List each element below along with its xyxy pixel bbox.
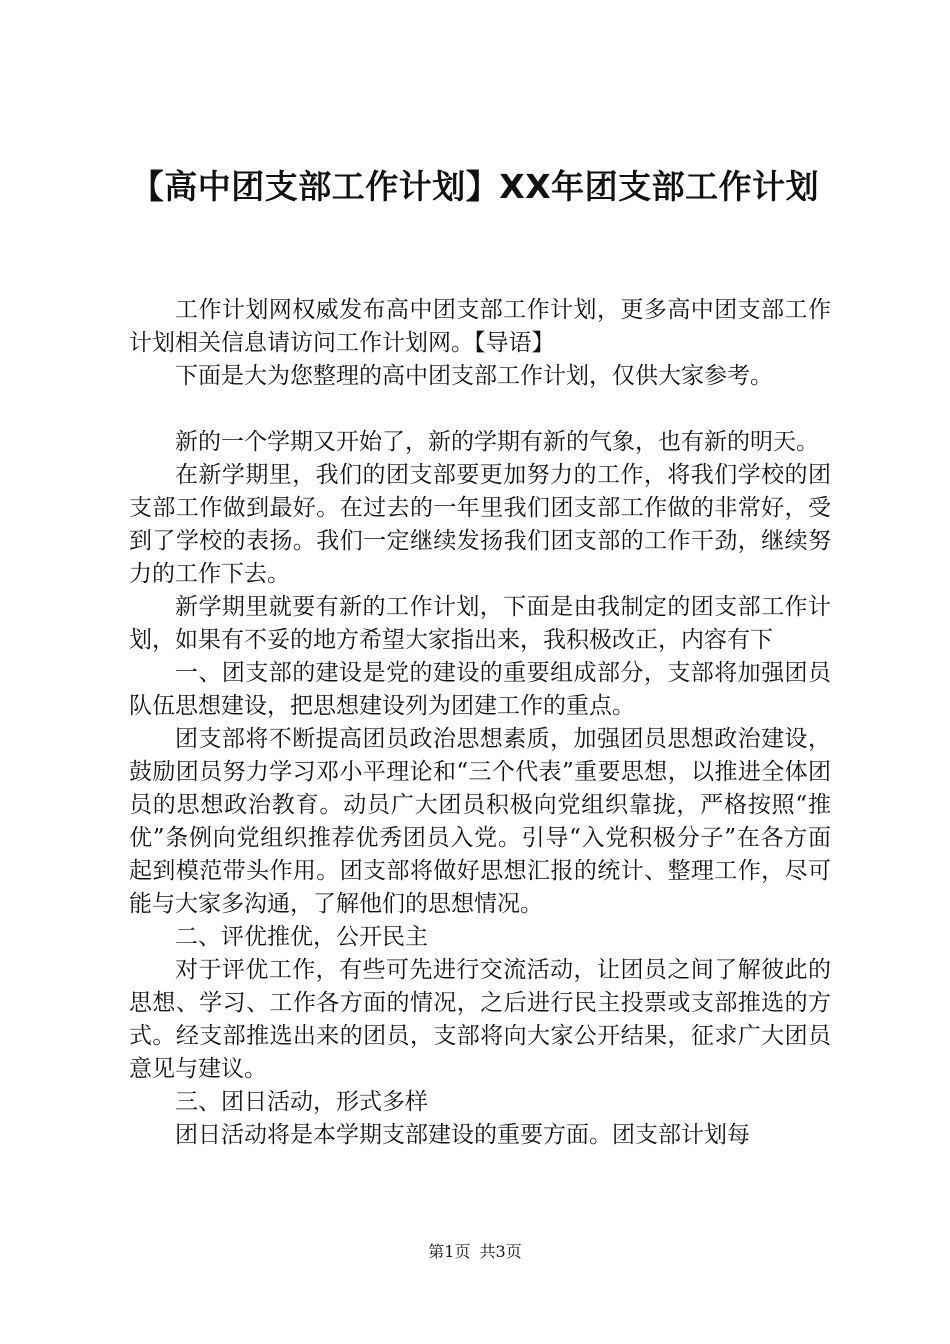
page-footer xyxy=(0,1241,950,1263)
document-title: 【高中团支部工作计划】XX年团支部工作计划 xyxy=(130,167,820,206)
page-total: 共3页 xyxy=(479,1242,522,1261)
document-body xyxy=(129,294,831,1152)
paragraph: 新的一个学期又开始了，新的学期有新的气象，也有新的明天。 xyxy=(175,429,819,455)
page-number: 第1页 xyxy=(428,1242,471,1261)
paragraph-lead: 下面是大为您整理的高中团支部工作计划，仅供大家参考。 xyxy=(175,363,773,389)
section-heading-1: 一、团支部的建设是党的建设的重要组成部分，支部将加强团员队伍思想建设，把思想建设列为团建工作的重点。 xyxy=(129,660,831,719)
paragraph: 在新学期里，我们的团支部要更加努力的工作，将我们学校的团支部工作做到最好。在过去的一年里我们团支部工作做的非常好，受到了学校的表扬。我们一定继续发扬我们团支部的工作干劲，继续努力的工作下去。 xyxy=(129,462,831,587)
section-heading-3: 三、团日活动，形式多样 xyxy=(175,1089,428,1115)
paragraph: 对于评优工作，有些可先进行交流活动，让团员之间了解彼此的思想、学习、工作各方面的情况，之后进行民主投票或支部推选的方式。经支部推选出来的团员，支部将向大家公开结果，征求广大团员意见与建议。 xyxy=(129,957,831,1082)
paragraph-intro: 工作计划网权威发布高中团支部工作计划，更多高中团支部工作计划相关信息请访问工作计划网。【导语】 xyxy=(129,297,831,356)
paragraph: 团日活动将是本学期支部建设的重要方面。团支部计划每 xyxy=(175,1122,750,1148)
paragraph: 团支部将不断提高团员政治思想素质，加强团员思想政治建设，鼓励团员努力学习邓小平理论和“三个代表”重要思想，以推进全体团员的思想政治教育。动员广大团员积极向党组织靠拢，严格按照“推优”条例向党组织推荐优秀团员入党。引导“入党积极分子”在各方面起到模范带头作用。团支部将做好思想汇报的统计、整理工作，尽可能与大家多沟通，了解他们的思想情况。 xyxy=(129,726,831,917)
paragraph: 新学期里就要有新的工作计划，下面是由我制定的团支部工作计划，如果有不妥的地方希望大家指出来，我积极改正，内容有下 xyxy=(129,594,831,653)
section-heading-2: 二、评优推优，公开民主 xyxy=(175,924,428,950)
